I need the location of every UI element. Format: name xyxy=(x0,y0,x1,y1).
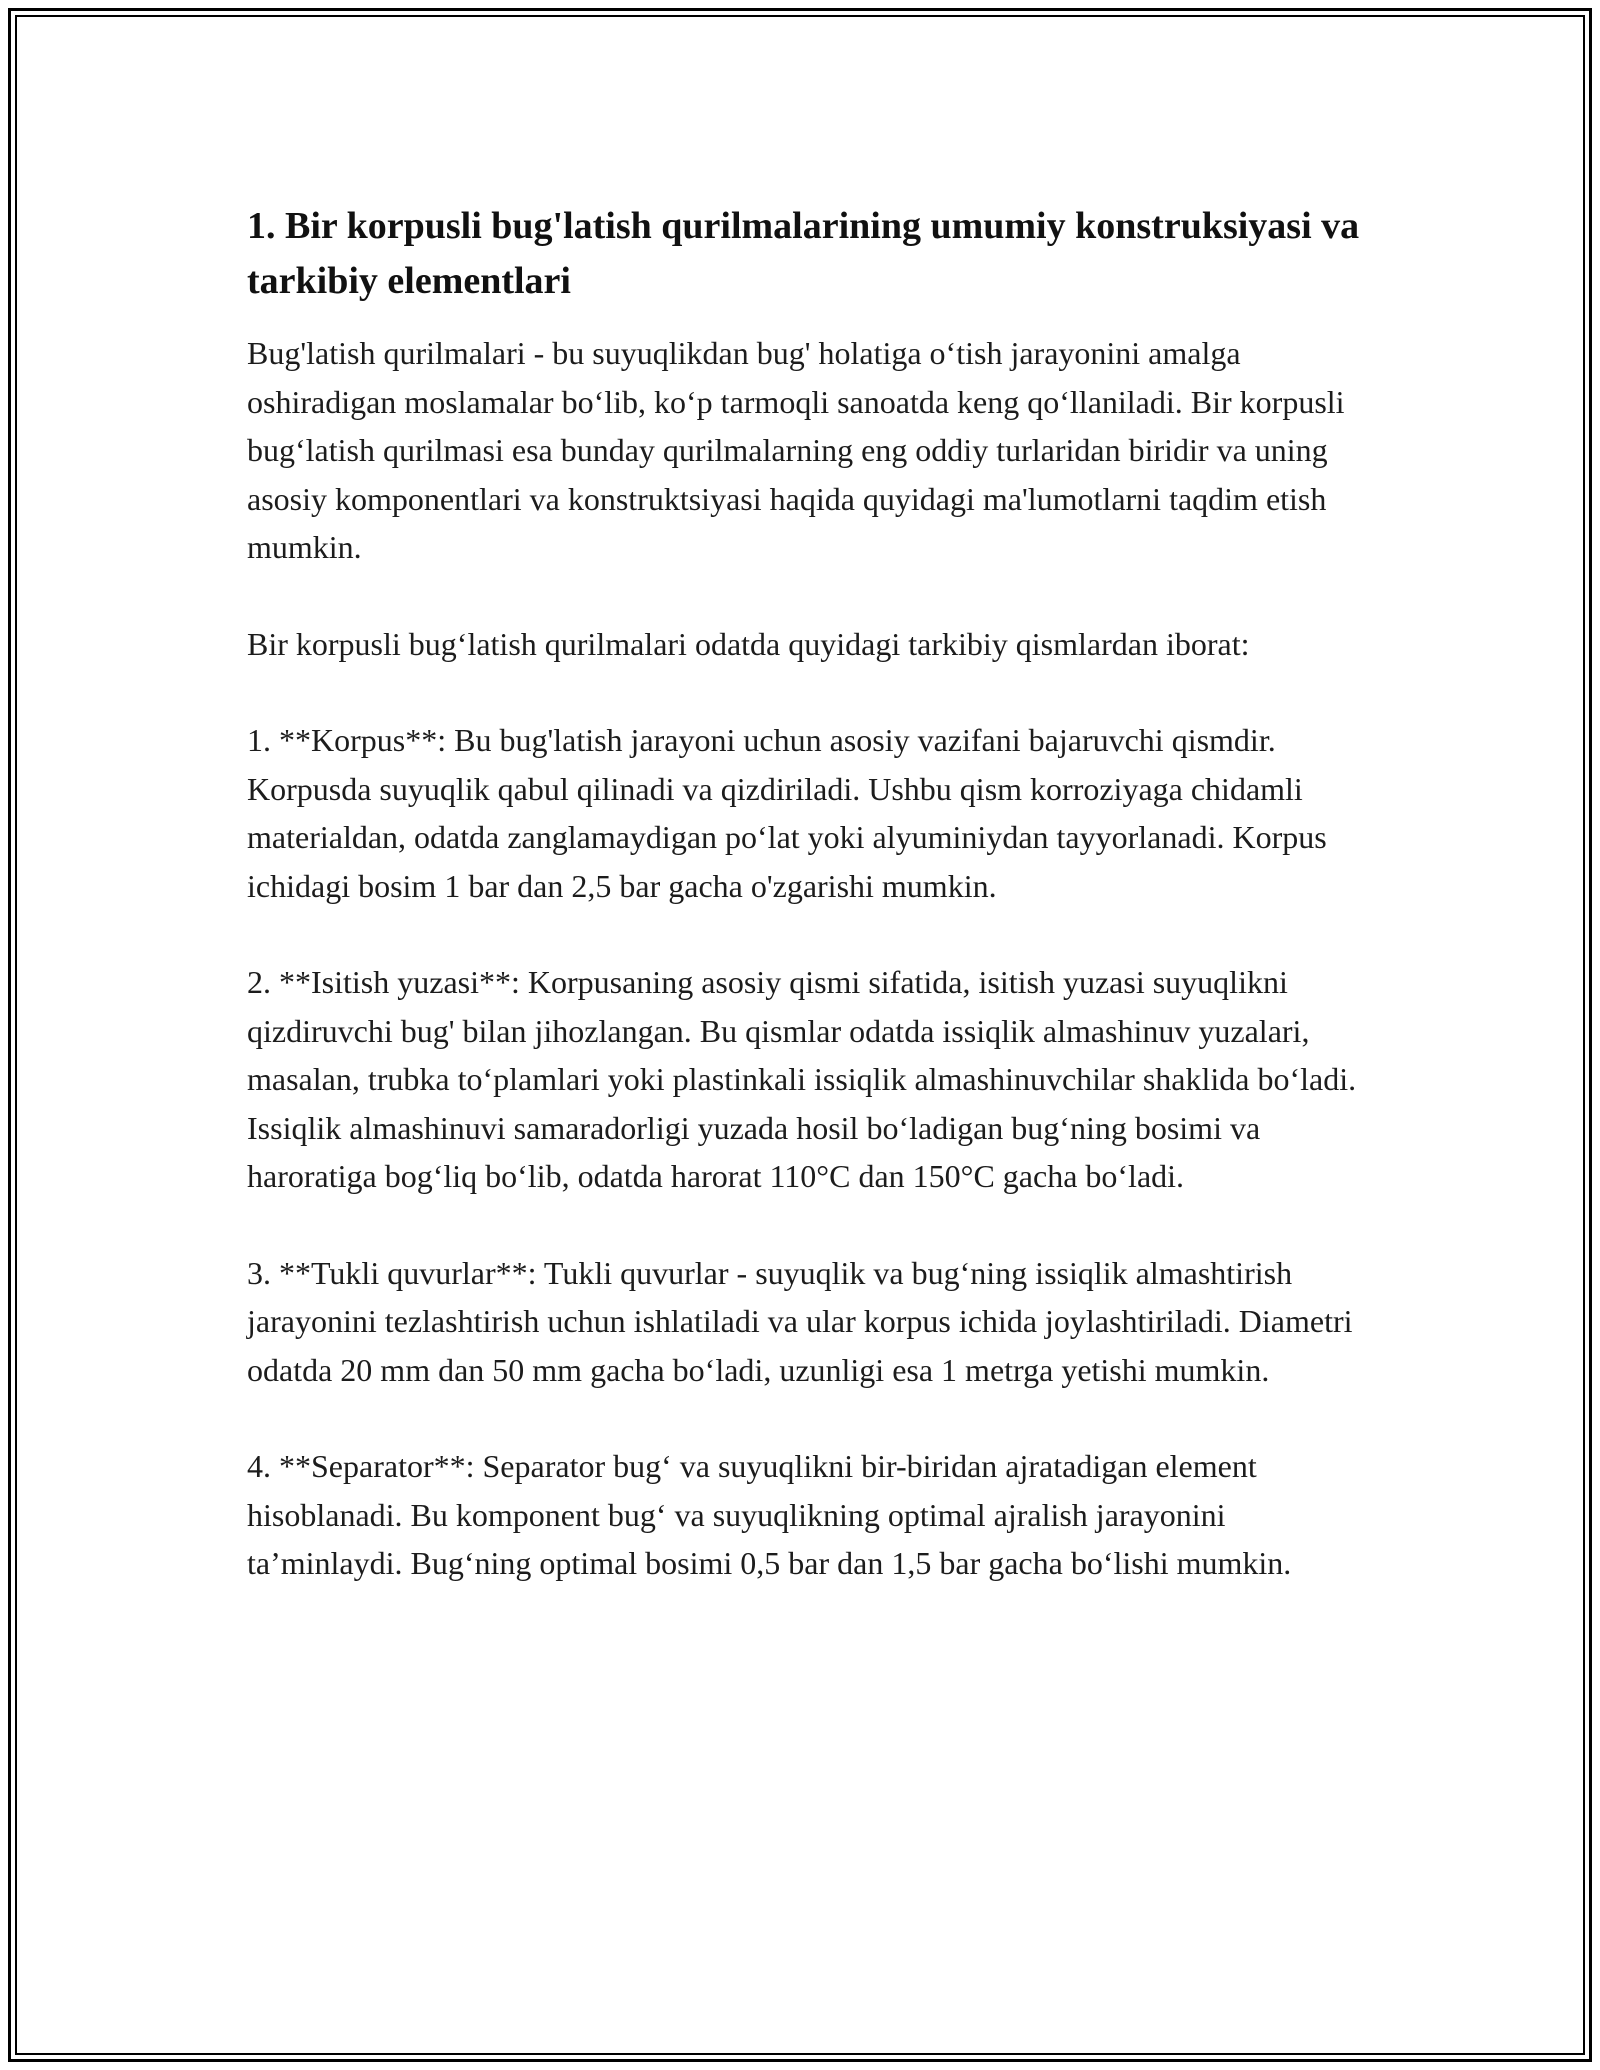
paragraph-intro: Bug'latish qurilmalari - bu suyuqlikdan bug' holatiga o‘tish jarayonini amalga oshiradigan moslamalar bo‘lib, ko‘p tarmoqli sanoatda keng qo‘llaniladi. Bir korpusli bug‘latish qurilmasi esa bunday qurilmalarning eng oddiy turlaridan biridir va uning asosiy komponentlari va konstruktsiyasi haqida quyidagi ma'lumotlarni taqdim etish mumkin. xyxy=(247,335,1345,565)
list-item-isitish-yuzasi: 2. **Isitish yuzasi**: Korpusaning asosiy qismi sifatida, isitish yuzasi suyuqlikni qizdiruvchi bug' bilan jihozlangan. Bu qismlar odatda issiqlik almashinuv yuzalari, masalan, trubka to‘plamlari yoki plastinkali issiqlik almashinuvchilar shaklida bo‘ladi. Issiqlik almashinuvi samaradorligi yuzada hosil bo‘ladigan bug‘ning bosimi va haroratiga bog‘liq bo‘lib, odatda harorat 110°C dan 150°C gacha bo‘ladi. xyxy=(247,964,1357,1194)
document-body xyxy=(247,199,1387,1636)
section-title: 1. Bir korpusli bug'latish qurilmalarining umumiy konstruksiyasi va tarkibiy elementlari xyxy=(247,205,1360,302)
paragraph-components-lead: Bir korpusli bug‘latish qurilmalari odatda quyidagi tarkibiy qismlardan iborat: xyxy=(247,625,1250,662)
list-item-separator: 4. **Separator**: Separator bug‘ va suyuqlikni bir-biridan ajratadigan element hisoblanadi. Bu komponent bug‘ va suyuqlikning optimal ajralish jarayonini ta’minlaydi. Bug‘ning optimal bosimi 0,5 bar dan 1,5 bar gacha bo‘lishi mumkin. xyxy=(247,1448,1292,1581)
list-item-korpus: 1. **Korpus**: Bu bug'latish jarayoni uchun asosiy vazifani bajaruvchi qismdir. Korpusda suyuqlik qabul qilinadi va qizdiriladi. Ushbu qism korroziyaga chidamli materialdan, odatda zanglamaydigan po‘lat yoki alyuminiydan tayyorlanadi. Korpus ichidagi bosim 1 bar dan 2,5 bar gacha o'zgarishi mumkin. xyxy=(247,722,1327,904)
page-frame xyxy=(8,8,1592,2062)
list-item-tukli-quvurlar: 3. **Tukli quvurlar**: Tukli quvurlar - suyuqlik va bug‘ning issiqlik almashtirish jarayonini tezlashtirish uchun ishlatiladi va ular korpus ichida joylashtiriladi. Diametri odatda 20 mm dan 50 mm gacha bo‘ladi, uzunligi esa 1 metrga yetishi mumkin. xyxy=(247,1254,1353,1388)
